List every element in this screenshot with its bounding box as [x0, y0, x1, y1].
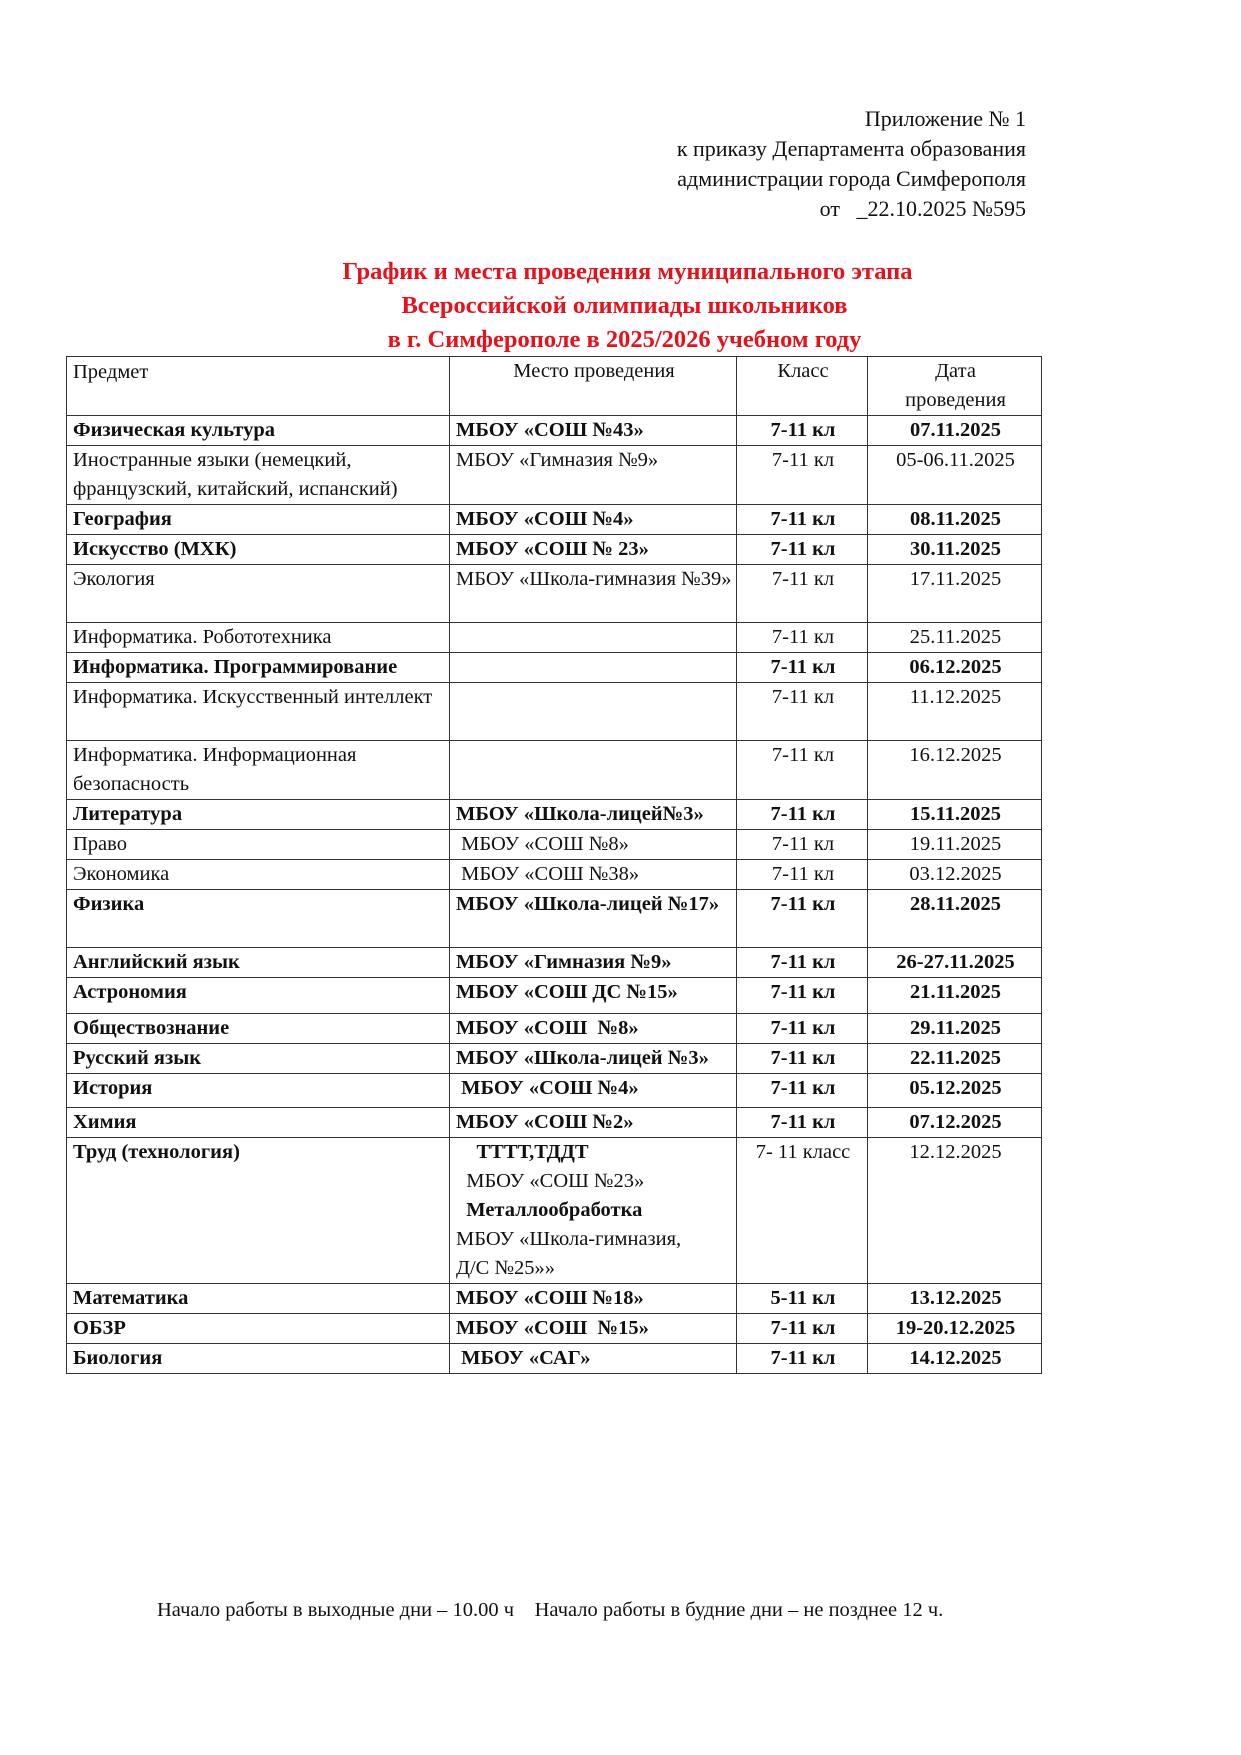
header-grade: Класс — [737, 357, 868, 416]
table-row — [67, 830, 1042, 860]
title-line-2: Всероссийской олимпиады школьников — [401, 292, 848, 319]
cell-subject: Труд (технология) — [67, 1138, 450, 1284]
header-date-line-2: проведения — [905, 389, 1006, 411]
cell-subject: Экономика — [67, 860, 450, 890]
table-row — [67, 978, 1042, 1014]
cell-place: МБОУ «СОШ №15» — [450, 1314, 737, 1344]
cell-place: МБОУ «СОШ №8» — [450, 1014, 737, 1044]
table-header-row — [67, 357, 1042, 416]
cell-grade: 7-11 кл — [737, 683, 868, 741]
document-title — [0, 255, 1241, 357]
cell-subject: Информатика. Искусственный интеллект — [67, 683, 450, 741]
cell-place: МБОУ «САГ» — [450, 1344, 737, 1374]
cell-date: 26-27.11.2025 — [868, 948, 1042, 978]
appendix-order-ref: к приказу Департамента образования — [676, 136, 1026, 161]
table-row — [67, 683, 1042, 741]
table-row — [67, 535, 1042, 565]
cell-date: 28.11.2025 — [868, 890, 1042, 948]
table-row — [67, 565, 1042, 623]
cell-subject: Литература — [67, 800, 450, 830]
cell-place: МБОУ «Школа-лицей№3» — [450, 800, 737, 830]
cell-subject: Английский язык — [67, 948, 450, 978]
table-row — [67, 505, 1042, 535]
cell-place: МБОУ «СОШ №4» — [450, 505, 737, 535]
cell-subject: Иностранные языки (немецкий, французский, китайский, испанский) — [67, 446, 450, 505]
footer-weekend-start: Начало работы в выходные дни – 10.00 ч — [157, 1599, 515, 1621]
cell-grade: 7-11 кл — [737, 741, 868, 800]
cell-date: 03.12.2025 — [868, 860, 1042, 890]
footer-note — [157, 1595, 943, 1625]
cell-grade: 7-11 кл — [737, 653, 868, 683]
cell-subject: История — [67, 1074, 450, 1108]
cell-date: 08.11.2025 — [868, 505, 1042, 535]
cell-subject: Русский язык — [67, 1044, 450, 1074]
cell-place: МБОУ «СОШ ДС №15» — [450, 978, 737, 1014]
table-row — [67, 1074, 1042, 1108]
cell-grade: 7-11 кл — [737, 623, 868, 653]
title-line-3: в г. Симферополе в 2025/2026 учебном году — [387, 326, 862, 353]
cell-grade: 7-11 кл — [737, 890, 868, 948]
cell-date: 12.12.2025 — [868, 1138, 1042, 1284]
table-row — [67, 623, 1042, 653]
olympiad-schedule-table — [66, 356, 1042, 1374]
table-row — [67, 416, 1042, 446]
table-row — [67, 741, 1042, 800]
cell-grade: 7-11 кл — [737, 1074, 868, 1108]
cell-subject: Физика — [67, 890, 450, 948]
cell-place — [450, 741, 737, 800]
place-line: ТТТТ,ТДДТ — [456, 1141, 589, 1163]
cell-subject: Экология — [67, 565, 450, 623]
table-row — [67, 1284, 1042, 1314]
cell-date: 13.12.2025 — [868, 1284, 1042, 1314]
cell-place: МБОУ «СОШ №38» — [450, 860, 737, 890]
cell-grade: 7-11 кл — [737, 1044, 868, 1074]
table-row — [67, 800, 1042, 830]
cell-place: МБОУ «СОШ №2» — [450, 1108, 737, 1138]
cell-place — [450, 623, 737, 653]
header-date — [868, 357, 1042, 416]
cell-grade: 7-11 кл — [737, 860, 868, 890]
cell-place — [450, 683, 737, 741]
header-subject: Предмет — [67, 357, 450, 416]
cell-subject: ОБЗР — [67, 1314, 450, 1344]
cell-grade: 7-11 кл — [737, 1108, 868, 1138]
place-line: МБОУ «СОШ №23» — [456, 1170, 645, 1192]
cell-subject: Астрономия — [67, 978, 450, 1014]
header-place: Место проведения — [450, 357, 737, 416]
place-line: Металлообработка — [456, 1199, 643, 1221]
appendix-header — [677, 104, 1026, 224]
cell-date: 30.11.2025 — [868, 535, 1042, 565]
cell-place — [450, 1138, 737, 1284]
cell-grade: 7-11 кл — [737, 565, 868, 623]
appendix-order-date: от _22.10.2025 №595 — [819, 196, 1026, 221]
cell-place: МБОУ «СОШ №8» — [450, 830, 737, 860]
cell-date: 16.12.2025 — [868, 741, 1042, 800]
cell-subject: Физическая культура — [67, 416, 450, 446]
cell-subject: Информатика. Программирование — [67, 653, 450, 683]
cell-date: 07.12.2025 — [868, 1108, 1042, 1138]
cell-place: МБОУ «Гимназия №9» — [450, 948, 737, 978]
footer-weekday-start: Начало работы в будние дни – не позднее 12 ч. — [534, 1599, 944, 1621]
cell-place: МБОУ «Гимназия №9» — [450, 446, 737, 505]
cell-place: МБОУ «СОШ №18» — [450, 1284, 737, 1314]
place-line: Д/С №25»» — [456, 1257, 556, 1279]
cell-grade: 7-11 кл — [737, 446, 868, 505]
table-row — [67, 446, 1042, 505]
cell-subject: Обществознание — [67, 1014, 450, 1044]
cell-date: 07.11.2025 — [868, 416, 1042, 446]
cell-subject: География — [67, 505, 450, 535]
cell-grade: 7-11 кл — [737, 1344, 868, 1374]
cell-subject: Математика — [67, 1284, 450, 1314]
cell-date: 14.12.2025 — [868, 1344, 1042, 1374]
cell-date: 29.11.2025 — [868, 1014, 1042, 1044]
cell-date: 06.12.2025 — [868, 653, 1042, 683]
cell-place: МБОУ «СОШ № 23» — [450, 535, 737, 565]
cell-subject: Биология — [67, 1344, 450, 1374]
table-row — [67, 1314, 1042, 1344]
cell-place: МБОУ «Школа-гимназия №39» — [450, 565, 737, 623]
table-row — [67, 1014, 1042, 1044]
cell-grade: 7-11 кл — [737, 535, 868, 565]
title-line-1: График и места проведения муниципального этапа — [342, 258, 913, 285]
cell-date: 19-20.12.2025 — [868, 1314, 1042, 1344]
cell-date: 11.12.2025 — [868, 683, 1042, 741]
cell-date: 05-06.11.2025 — [868, 446, 1042, 505]
table-row — [67, 1044, 1042, 1074]
cell-grade: 7-11 кл — [737, 1314, 868, 1344]
cell-grade: 7-11 кл — [737, 505, 868, 535]
cell-grade: 5-11 кл — [737, 1284, 868, 1314]
cell-subject: Информатика. Робототехника — [67, 623, 450, 653]
cell-date: 05.12.2025 — [868, 1074, 1042, 1108]
cell-grade: 7- 11 класс — [737, 1138, 868, 1284]
cell-grade: 7-11 кл — [737, 948, 868, 978]
cell-date: 17.11.2025 — [868, 565, 1042, 623]
cell-date: 19.11.2025 — [868, 830, 1042, 860]
appendix-number: Приложение № 1 — [864, 106, 1026, 131]
cell-place: МБОУ «Школа-лицей №17» — [450, 890, 737, 948]
cell-subject: Искусство (МХК) — [67, 535, 450, 565]
cell-place: МБОУ «СОШ №43» — [450, 416, 737, 446]
cell-subject: Право — [67, 830, 450, 860]
table-row — [67, 1108, 1042, 1138]
cell-place — [450, 653, 737, 683]
cell-grade: 7-11 кл — [737, 978, 868, 1014]
place-line: МБОУ «Школа-гимназия, — [456, 1228, 682, 1250]
cell-subject: Химия — [67, 1108, 450, 1138]
cell-grade: 7-11 кл — [737, 830, 868, 860]
cell-grade: 7-11 кл — [737, 1014, 868, 1044]
appendix-authority: администрации города Симферополя — [677, 166, 1026, 191]
cell-date: 15.11.2025 — [868, 800, 1042, 830]
table-row — [67, 890, 1042, 948]
table-row — [67, 1138, 1042, 1284]
table-row — [67, 860, 1042, 890]
header-date-line-1: Дата — [935, 360, 976, 382]
table-row — [67, 948, 1042, 978]
cell-place: МБОУ «СОШ №4» — [450, 1074, 737, 1108]
cell-date: 22.11.2025 — [868, 1044, 1042, 1074]
cell-grade: 7-11 кл — [737, 416, 868, 446]
table-row — [67, 1344, 1042, 1374]
cell-grade: 7-11 кл — [737, 800, 868, 830]
cell-place: МБОУ «Школа-лицей №3» — [450, 1044, 737, 1074]
cell-date: 21.11.2025 — [868, 978, 1042, 1014]
cell-subject: Информатика. Информационная безопасность — [67, 741, 450, 800]
table-row — [67, 653, 1042, 683]
cell-date: 25.11.2025 — [868, 623, 1042, 653]
